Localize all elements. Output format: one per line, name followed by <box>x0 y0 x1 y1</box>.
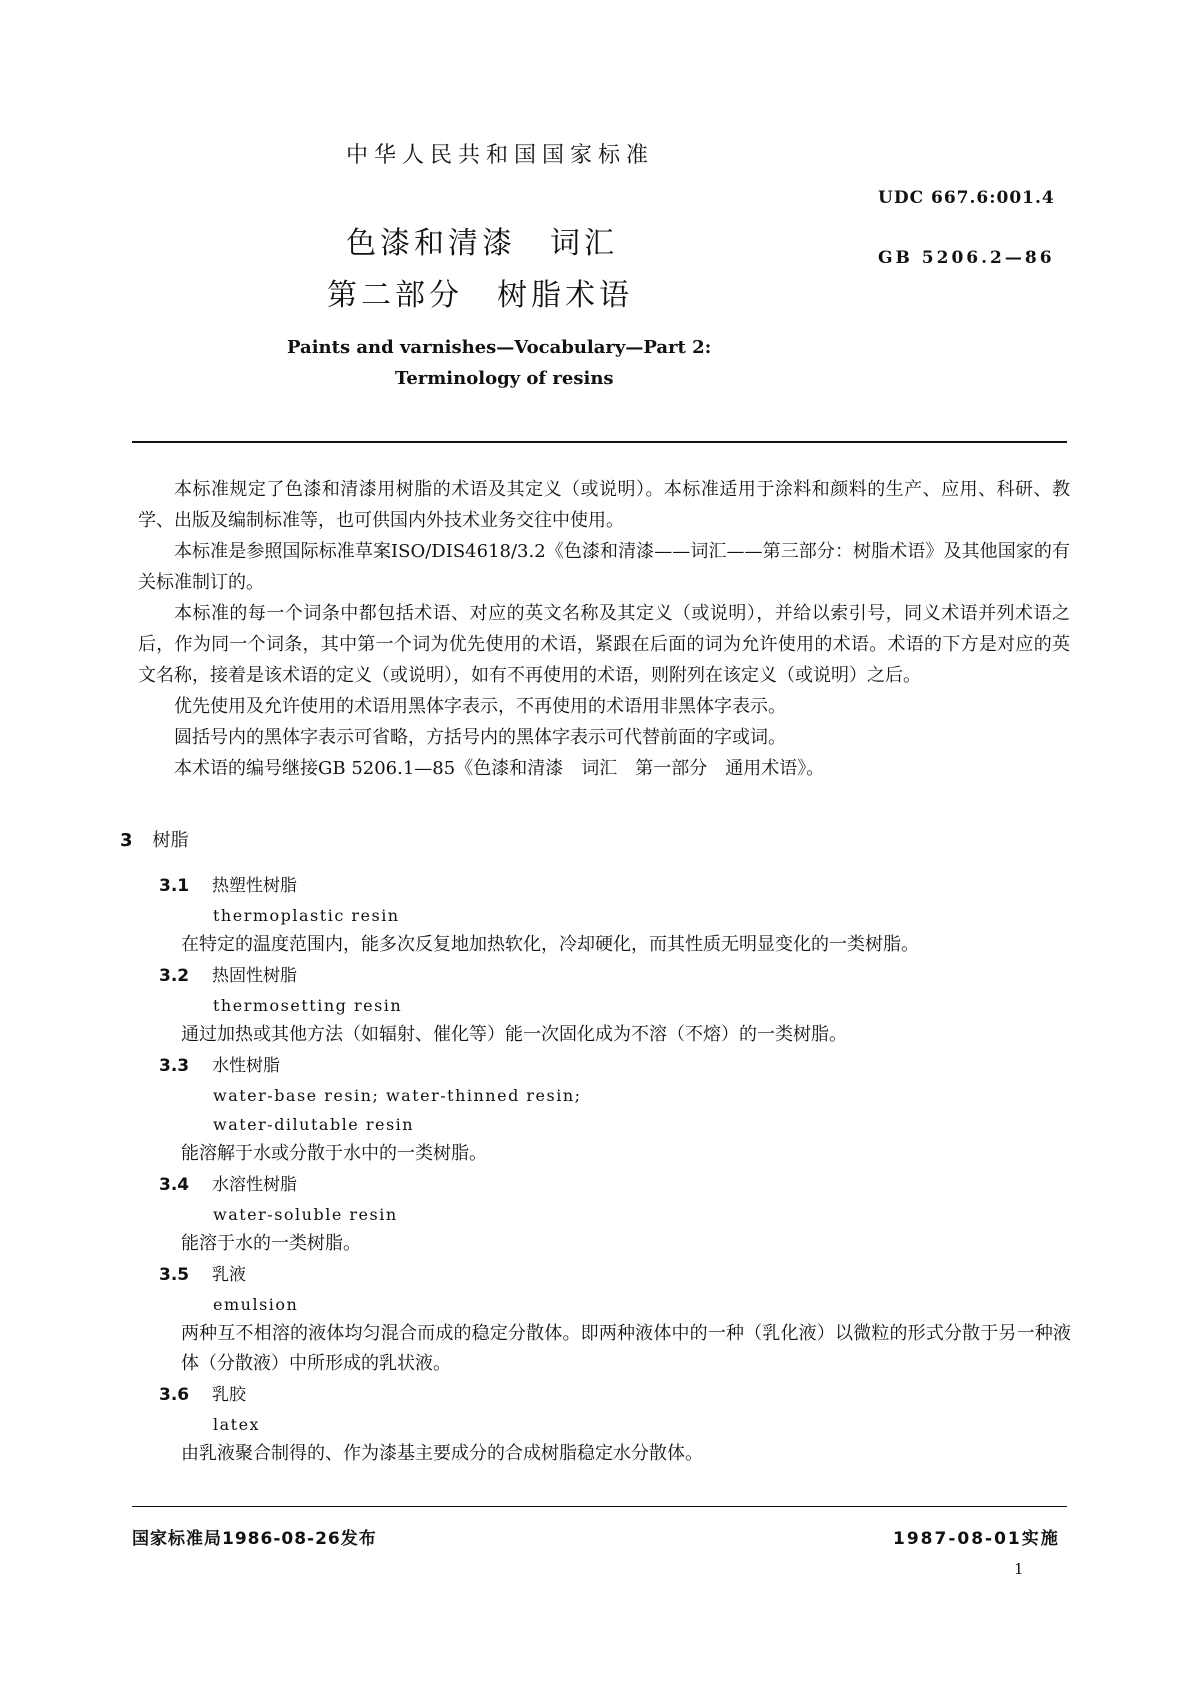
term-entry <box>0 1171 1191 1259</box>
term-number: 3.1 <box>159 876 190 896</box>
term-entry <box>0 962 1191 1050</box>
term-number: 3.6 <box>159 1385 190 1405</box>
term-definition: 由乳液聚合制得的、作为漆基主要成分的合成树脂稳定水分散体。 <box>181 1443 703 1464</box>
bottom-divider <box>132 1506 1067 1507</box>
term-english: water-base resin; water-thinned resin; <box>213 1086 582 1105</box>
term-name: 水溶性树脂 <box>212 1175 297 1195</box>
effective-date: 1987-08-01实施 <box>893 1529 1060 1549</box>
term-english: thermoplastic resin <box>213 906 400 925</box>
term-name: 乳液 <box>212 1265 246 1285</box>
title-line-2: 第二部分 树脂术语 <box>327 278 633 313</box>
term-list <box>0 872 1191 1471</box>
english-title-line-2: Terminology of resins <box>395 368 614 389</box>
term-definition: 通过加热或其他方法（如辐射、催化等）能一次固化成为不溶（不熔）的一类树脂。 <box>181 1024 847 1045</box>
term-definition: 能溶解于水或分散于水中的一类树脂。 <box>181 1143 487 1164</box>
section-heading <box>120 826 189 852</box>
standard-organization: 中华人民共和国国家标准 <box>346 143 655 168</box>
section-number: 3 <box>120 830 133 851</box>
term-english: thermosetting resin <box>213 996 403 1015</box>
term-name: 热固性树脂 <box>212 966 297 986</box>
term-definition: 两种互不相溶的液体均匀混合而成的稳定分散体。即两种液体中的一种（乳化液）以微粒的形式分散于另一种液体（分散液）中所形成的乳状液。 <box>181 1323 1071 1374</box>
intro-paragraph: 本标准的每一个词条中都包括术语、对应的英文名称及其定义（或说明），并给以索引号，同义术语并列术语之后，作为同一个词条，其中第一个词为优先使用的术语，紧跟在后面的词为允许使用的术语。术语的下方是对应的英文名称，接着是该术语的定义（或说明），如有不再使用的术语，则附列在该定义（或说明）之后。 <box>138 603 1070 686</box>
term-name: 乳胶 <box>212 1385 246 1405</box>
english-title-line-1: Paints and varnishes—Vocabulary—Part 2: <box>287 337 712 358</box>
term-english: emulsion <box>213 1295 299 1314</box>
term-definition: 能溶于水的一类树脂。 <box>181 1233 361 1254</box>
section-title: 树脂 <box>152 830 189 851</box>
term-number: 3.3 <box>159 1056 190 1076</box>
intro-paragraph: 优先使用及允许使用的术语用黑体字表示，不再使用的术语用非黑体字表示。 <box>174 696 786 717</box>
term-english: water-dilutable resin <box>213 1115 415 1134</box>
top-divider <box>132 441 1067 443</box>
page-number: 1 <box>1014 1560 1024 1578</box>
term-definition: 在特定的温度范围内，能多次反复地加热软化，冷却硬化，而其性质无明显变化的一类树脂。 <box>181 934 919 955</box>
term-entry <box>0 1381 1191 1469</box>
intro-paragraph: 本标准规定了色漆和清漆用树脂的术语及其定义（或说明）。本标准适用于涂料和颜料的生产、应用、科研、教学、出版及编制标准等，也可供国内外技术业务交往中使用。 <box>138 479 1070 531</box>
udc-code: UDC 667.6:001.4 <box>878 188 1055 208</box>
term-number: 3.5 <box>159 1265 190 1285</box>
issue-date: 国家标准局1986-08-26发布 <box>132 1529 377 1549</box>
intro-paragraph: 本术语的编号继接GB 5206.1—85《色漆和清漆 词汇 第一部分 通用术语》。 <box>174 758 825 779</box>
term-entry <box>0 872 1191 960</box>
intro-paragraph: 本标准是参照国际标准草案ISO/DIS4618/3.2《色漆和清漆——词汇——第三部分：树脂术语》及其他国家的有关标准制订的。 <box>138 541 1070 593</box>
term-english: water-soluble resin <box>213 1205 398 1224</box>
term-entry <box>0 1052 1191 1169</box>
term-number: 3.2 <box>159 966 190 986</box>
gb-number: GB 5206.2—86 <box>878 248 1055 268</box>
term-name: 水性树脂 <box>212 1056 280 1076</box>
intro-paragraph: 圆括号内的黑体字表示可省略，方括号内的黑体字表示可代替前面的字或词。 <box>174 727 786 748</box>
term-english: latex <box>213 1415 261 1434</box>
title-line-1: 色漆和清漆 词汇 <box>346 226 618 261</box>
introduction <box>138 474 1070 784</box>
term-entry <box>0 1261 1191 1379</box>
term-name: 热塑性树脂 <box>212 876 297 896</box>
term-number: 3.4 <box>159 1175 190 1195</box>
